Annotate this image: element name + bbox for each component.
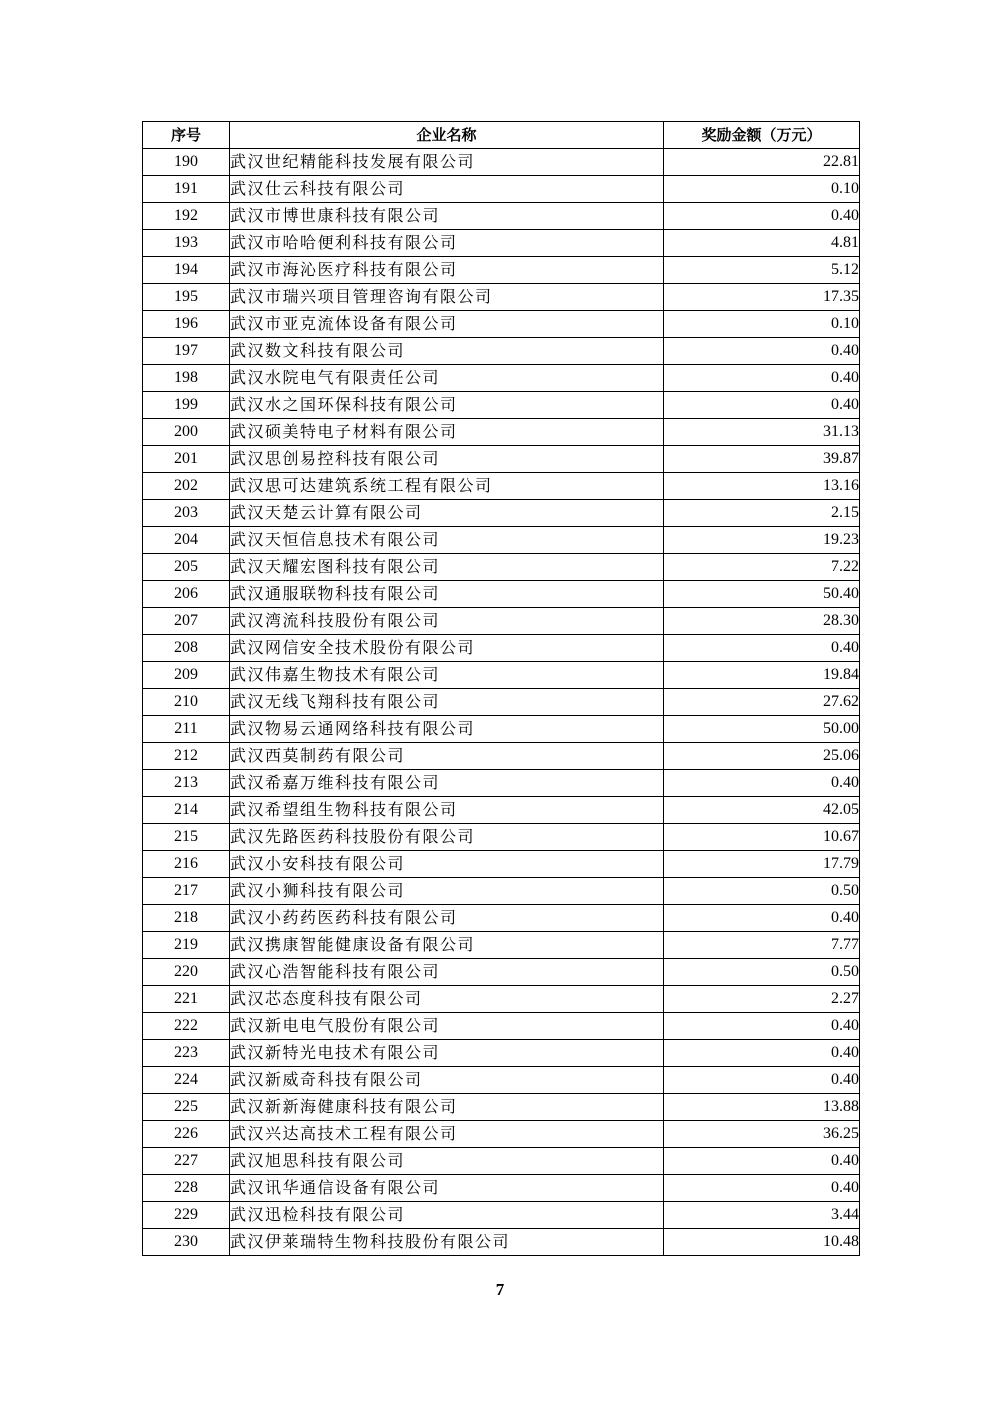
serial-number-cell: 206 [143, 581, 230, 608]
company-name-cell: 武汉小狮科技有限公司 [230, 878, 664, 905]
table-row [143, 446, 860, 473]
company-name-cell: 武汉西莫制药有限公司 [230, 743, 664, 770]
serial-number-cell: 230 [143, 1229, 230, 1256]
serial-number-cell: 210 [143, 689, 230, 716]
serial-number-cell: 207 [143, 608, 230, 635]
serial-number-cell: 222 [143, 1013, 230, 1040]
table-row [143, 311, 860, 338]
company-name-cell: 武汉希望组生物科技有限公司 [230, 797, 664, 824]
serial-number-cell: 223 [143, 1040, 230, 1067]
serial-number-cell: 228 [143, 1175, 230, 1202]
award-amount-cell: 2.27 [664, 986, 860, 1013]
serial-number-cell: 193 [143, 230, 230, 257]
company-name-cell: 武汉市哈哈便利科技有限公司 [230, 230, 664, 257]
table-row [143, 1229, 860, 1256]
table-row [143, 797, 860, 824]
company-name-cell: 武汉天楚云计算有限公司 [230, 500, 664, 527]
table-row [143, 1175, 860, 1202]
table-row [143, 527, 860, 554]
company-name-cell: 武汉希嘉万维科技有限公司 [230, 770, 664, 797]
award-amount-cell: 0.10 [664, 176, 860, 203]
serial-number-cell: 197 [143, 338, 230, 365]
award-amount-cell: 0.10 [664, 311, 860, 338]
company-name-cell: 武汉小安科技有限公司 [230, 851, 664, 878]
serial-number-cell: 208 [143, 635, 230, 662]
header-serial-number: 序号 [143, 122, 230, 149]
award-amount-cell: 19.84 [664, 662, 860, 689]
company-name-cell: 武汉伟嘉生物技术有限公司 [230, 662, 664, 689]
company-name-cell: 武汉芯态度科技有限公司 [230, 986, 664, 1013]
header-company-name: 企业名称 [230, 122, 664, 149]
serial-number-cell: 192 [143, 203, 230, 230]
table-row [143, 392, 860, 419]
award-amount-cell: 13.88 [664, 1094, 860, 1121]
table-body [143, 149, 860, 1256]
table-row [143, 149, 860, 176]
table-row [143, 770, 860, 797]
award-amount-cell: 13.16 [664, 473, 860, 500]
award-amount-cell: 0.40 [664, 770, 860, 797]
table-row [143, 824, 860, 851]
serial-number-cell: 212 [143, 743, 230, 770]
award-amount-cell: 28.30 [664, 608, 860, 635]
table-row [143, 959, 860, 986]
serial-number-cell: 209 [143, 662, 230, 689]
award-amount-cell: 50.40 [664, 581, 860, 608]
company-name-cell: 武汉物易云通网络科技有限公司 [230, 716, 664, 743]
serial-number-cell: 217 [143, 878, 230, 905]
table-row [143, 230, 860, 257]
company-name-cell: 武汉湾流科技股份有限公司 [230, 608, 664, 635]
company-name-cell: 武汉迅检科技有限公司 [230, 1202, 664, 1229]
serial-number-cell: 195 [143, 284, 230, 311]
company-name-cell: 武汉网信安全技术股份有限公司 [230, 635, 664, 662]
serial-number-cell: 213 [143, 770, 230, 797]
table-row [143, 500, 860, 527]
award-amount-cell: 17.35 [664, 284, 860, 311]
table-row [143, 716, 860, 743]
award-amount-cell: 17.79 [664, 851, 860, 878]
table-row [143, 878, 860, 905]
table-row [143, 1067, 860, 1094]
company-name-cell: 武汉先路医药科技股份有限公司 [230, 824, 664, 851]
table-row [143, 608, 860, 635]
award-amount-cell: 0.50 [664, 878, 860, 905]
company-name-cell: 武汉硕美特电子材料有限公司 [230, 419, 664, 446]
table-row [143, 203, 860, 230]
table-header-row [143, 122, 860, 149]
company-name-cell: 武汉水院电气有限责任公司 [230, 365, 664, 392]
award-amount-cell: 27.62 [664, 689, 860, 716]
company-name-cell: 武汉讯华通信设备有限公司 [230, 1175, 664, 1202]
award-amount-cell: 0.40 [664, 635, 860, 662]
award-amount-cell: 0.40 [664, 1175, 860, 1202]
serial-number-cell: 205 [143, 554, 230, 581]
table-row [143, 473, 860, 500]
award-amount-cell: 3.44 [664, 1202, 860, 1229]
table-row [143, 365, 860, 392]
award-amount-cell: 10.48 [664, 1229, 860, 1256]
table-row [143, 1040, 860, 1067]
company-name-cell: 武汉新威奇科技有限公司 [230, 1067, 664, 1094]
serial-number-cell: 216 [143, 851, 230, 878]
company-name-cell: 武汉世纪精能科技发展有限公司 [230, 149, 664, 176]
award-amount-cell: 0.40 [664, 203, 860, 230]
serial-number-cell: 204 [143, 527, 230, 554]
serial-number-cell: 224 [143, 1067, 230, 1094]
serial-number-cell: 201 [143, 446, 230, 473]
company-name-cell: 武汉市博世康科技有限公司 [230, 203, 664, 230]
serial-number-cell: 199 [143, 392, 230, 419]
award-amount-cell: 50.00 [664, 716, 860, 743]
award-amount-cell: 36.25 [664, 1121, 860, 1148]
table-row [143, 932, 860, 959]
table-row [143, 1202, 860, 1229]
serial-number-cell: 198 [143, 365, 230, 392]
serial-number-cell: 220 [143, 959, 230, 986]
header-award-amount: 奖励金额（万元） [664, 122, 860, 149]
serial-number-cell: 225 [143, 1094, 230, 1121]
table-row [143, 1094, 860, 1121]
table-row [143, 176, 860, 203]
award-amount-cell: 4.81 [664, 230, 860, 257]
award-amount-cell: 2.15 [664, 500, 860, 527]
serial-number-cell: 190 [143, 149, 230, 176]
company-name-cell: 武汉天恒信息技术有限公司 [230, 527, 664, 554]
serial-number-cell: 202 [143, 473, 230, 500]
award-amount-cell: 7.22 [664, 554, 860, 581]
award-amount-cell: 25.06 [664, 743, 860, 770]
award-amount-cell: 0.40 [664, 1013, 860, 1040]
table-row [143, 581, 860, 608]
table-row [143, 905, 860, 932]
serial-number-cell: 211 [143, 716, 230, 743]
award-amount-cell: 0.40 [664, 392, 860, 419]
table-row [143, 1148, 860, 1175]
company-name-cell: 武汉市瑞兴项目管理咨询有限公司 [230, 284, 664, 311]
company-name-cell: 武汉无线飞翔科技有限公司 [230, 689, 664, 716]
page-number: 7 [495, 1280, 505, 1299]
award-amount-cell: 42.05 [664, 797, 860, 824]
table-row [143, 419, 860, 446]
serial-number-cell: 196 [143, 311, 230, 338]
award-amount-cell: 0.40 [664, 1148, 860, 1175]
company-name-cell: 武汉新特光电技术有限公司 [230, 1040, 664, 1067]
serial-number-cell: 218 [143, 905, 230, 932]
table-row [143, 986, 860, 1013]
company-name-cell: 武汉市亚克流体设备有限公司 [230, 311, 664, 338]
company-name-cell: 武汉新电电气股份有限公司 [230, 1013, 664, 1040]
table-row [143, 851, 860, 878]
company-name-cell: 武汉水之国环保科技有限公司 [230, 392, 664, 419]
table-row [143, 1013, 860, 1040]
serial-number-cell: 221 [143, 986, 230, 1013]
award-amount-cell: 5.12 [664, 257, 860, 284]
award-amount-cell: 22.81 [664, 149, 860, 176]
serial-number-cell: 191 [143, 176, 230, 203]
serial-number-cell: 227 [143, 1148, 230, 1175]
table-row [143, 284, 860, 311]
serial-number-cell: 215 [143, 824, 230, 851]
company-name-cell: 武汉思创易控科技有限公司 [230, 446, 664, 473]
table-row [143, 257, 860, 284]
company-name-cell: 武汉思可达建筑系统工程有限公司 [230, 473, 664, 500]
company-name-cell: 武汉兴达高技术工程有限公司 [230, 1121, 664, 1148]
serial-number-cell: 203 [143, 500, 230, 527]
company-name-cell: 武汉市海沁医疗科技有限公司 [230, 257, 664, 284]
company-name-cell: 武汉天耀宏图科技有限公司 [230, 554, 664, 581]
award-amount-cell: 7.77 [664, 932, 860, 959]
award-amount-cell: 0.40 [664, 1040, 860, 1067]
award-table [142, 121, 860, 1256]
award-amount-cell: 10.67 [664, 824, 860, 851]
serial-number-cell: 194 [143, 257, 230, 284]
company-name-cell: 武汉旭思科技有限公司 [230, 1148, 664, 1175]
table-row [143, 554, 860, 581]
serial-number-cell: 219 [143, 932, 230, 959]
company-name-cell: 武汉新新海健康科技有限公司 [230, 1094, 664, 1121]
company-name-cell: 武汉伊莱瑞特生物科技股份有限公司 [230, 1229, 664, 1256]
table-row [143, 743, 860, 770]
company-name-cell: 武汉仕云科技有限公司 [230, 176, 664, 203]
table-row [143, 635, 860, 662]
table-row [143, 662, 860, 689]
table-row [143, 1121, 860, 1148]
company-name-cell: 武汉通服联物科技有限公司 [230, 581, 664, 608]
award-amount-cell: 0.40 [664, 338, 860, 365]
award-amount-cell: 39.87 [664, 446, 860, 473]
award-amount-cell: 0.40 [664, 905, 860, 932]
company-name-cell: 武汉携康智能健康设备有限公司 [230, 932, 664, 959]
company-name-cell: 武汉数文科技有限公司 [230, 338, 664, 365]
company-name-cell: 武汉心浩智能科技有限公司 [230, 959, 664, 986]
award-amount-cell: 19.23 [664, 527, 860, 554]
award-amount-cell: 0.40 [664, 1067, 860, 1094]
serial-number-cell: 214 [143, 797, 230, 824]
table-row [143, 689, 860, 716]
award-amount-cell: 31.13 [664, 419, 860, 446]
award-amount-cell: 0.40 [664, 365, 860, 392]
table-row [143, 338, 860, 365]
serial-number-cell: 226 [143, 1121, 230, 1148]
serial-number-cell: 229 [143, 1202, 230, 1229]
serial-number-cell: 200 [143, 419, 230, 446]
company-name-cell: 武汉小药药医药科技有限公司 [230, 905, 664, 932]
award-amount-cell: 0.50 [664, 959, 860, 986]
